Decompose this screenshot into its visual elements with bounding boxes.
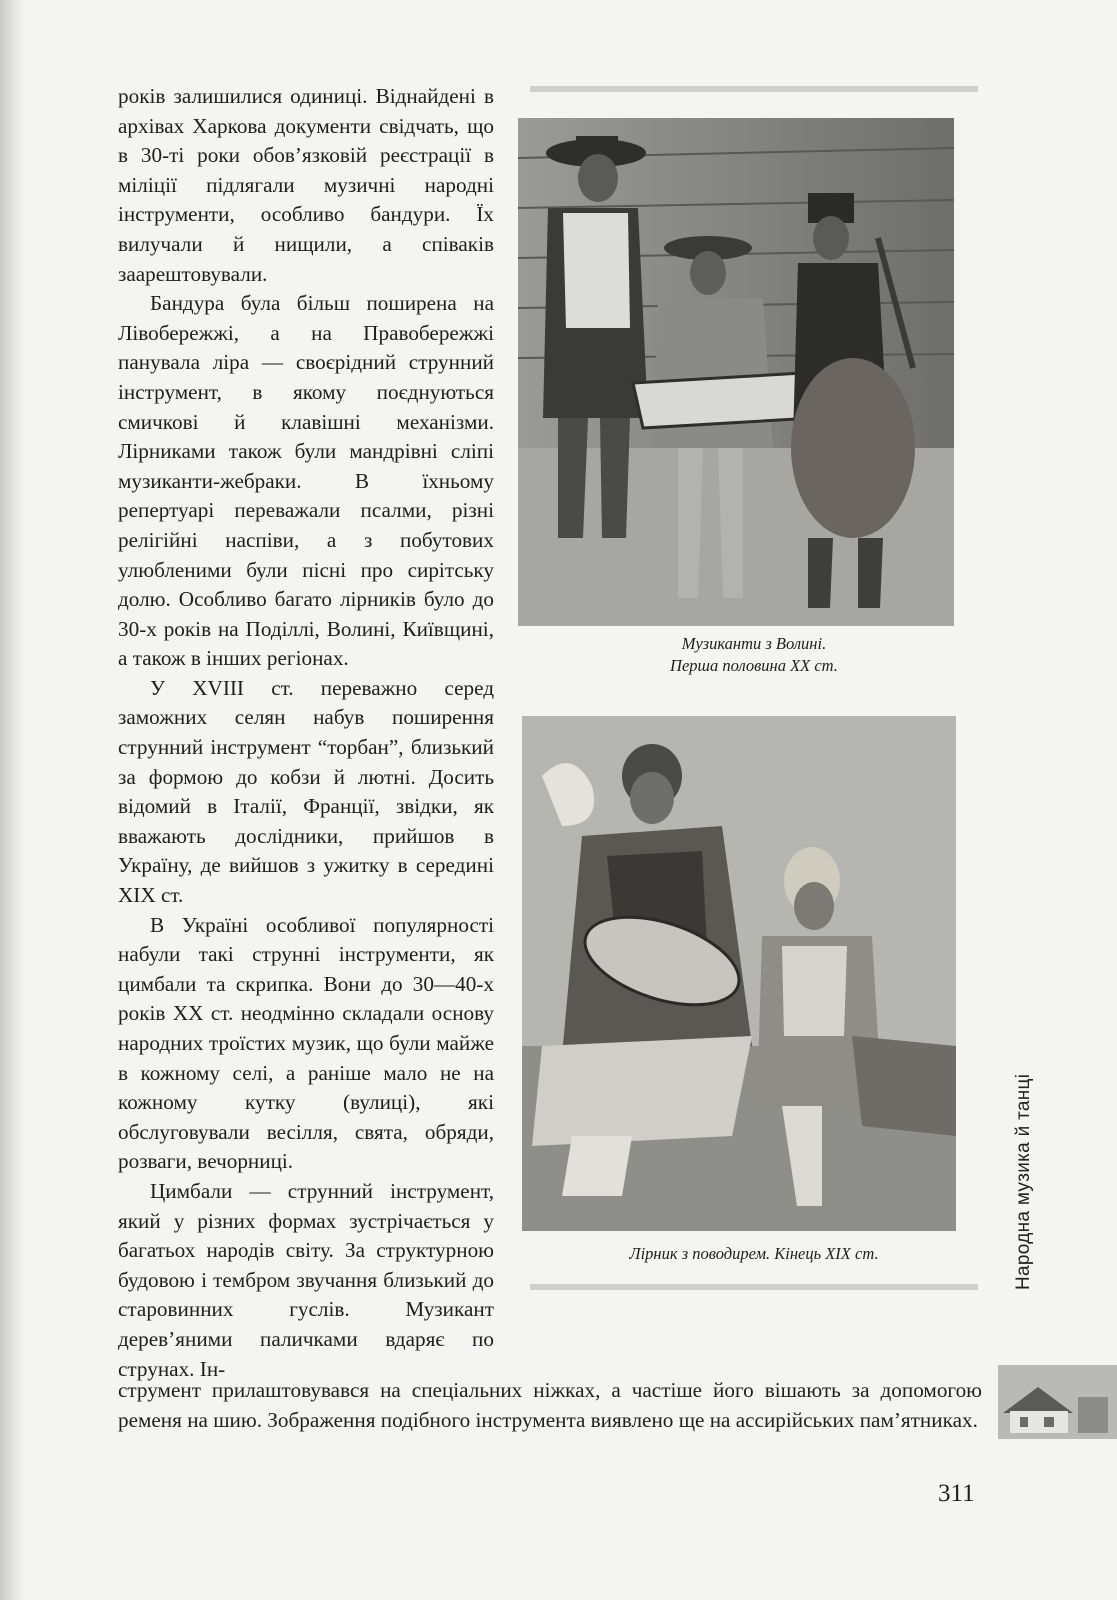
top-rule	[530, 86, 978, 92]
paragraph-continuation: струмент прилаштовувався на спеціальних ніжках, а частіше його вішають за допомогою ременя на шию. Зображення подібного інструмента виявлено ще на ассирійських пам’ятниках.	[118, 1378, 982, 1432]
section-thumbnail-image	[998, 1365, 1117, 1439]
page-edge-shadow	[0, 0, 26, 1600]
paragraph-3: У XVIII ст. переважно серед заможних селян набув поширення струнний інструмент “торбан”, близький за формою до кобзи й лютні. Досить відомий в Італії, Франції, звідки, як вважають дослідники, прийшов в Україну, де вийшов з ужитку в середині XIX ст.	[118, 675, 494, 908]
bottom-full-width-text	[118, 1376, 982, 1435]
paragraph-4: В Україні особливої популярності набули такі струнні інструменти, як цимбали та скрипка. Вони до 30—40-х років XX ст. неодмінно складали основу народних троїстих музик, що були майже в кожному селі, а раніше мало не на кожному кутку (вулиці), які обслуговували весілля, свята, обряди, розваги, вечорниці.	[118, 912, 494, 1174]
figure-2-caption	[530, 1243, 978, 1265]
photo-lyre-player-with-guide	[522, 716, 956, 1231]
bottom-rule	[530, 1284, 978, 1290]
paragraph-5: Цимбали — струнний інструмент, який у різних формах зустрічається у багатьох народів світу. За структурною будовою і тембром звучання близький до старовинних гуслів. Музикант дерев’яними паличками вдаряє по струнах. Ін-	[118, 1178, 494, 1381]
section-side-title: Народна музика й танці	[1013, 1073, 1034, 1290]
figure-2-caption-line1: Лірник з поводирем. Кінець XIX ст.	[629, 1244, 879, 1263]
paragraph-2: Бандура була більш поширена на Лівобережжі, а на Правобережжі панувала ліра — своєрідний струнний інструмент, в якому поєднуються смичкові й клавішні механізми. Лірниками також були мандрівні сліпі музиканти-жебраки. В їхньому репертуарі переважали псалми, різні релігійні наспіви, а з побутових улюбленими були пісні про сирітську долю. Особливо багато лірників було до 30-х років на Поділлі, Волині, Київщині, а також в інших регіонах.	[118, 291, 494, 671]
figure-1-caption	[530, 633, 978, 677]
page-number: 311	[938, 1480, 975, 1507]
paragraph-1: років залишилися одиниці. Віднайдені в архівах Харкова документи свідчать, що в 30-ті роки обов’язковій реєстрації в міліції підлягали музичні народні інструменти, особливо бандури. Їх вилучали й нищили, а співаків заарештовували.	[118, 84, 494, 286]
figure-1-caption-line2: Перша половина XX ст.	[670, 656, 838, 675]
photo-musicians-volyn	[518, 118, 954, 626]
left-text-column	[118, 82, 494, 1384]
figure-1-caption-line1: Музиканти з Волині.	[681, 634, 827, 653]
